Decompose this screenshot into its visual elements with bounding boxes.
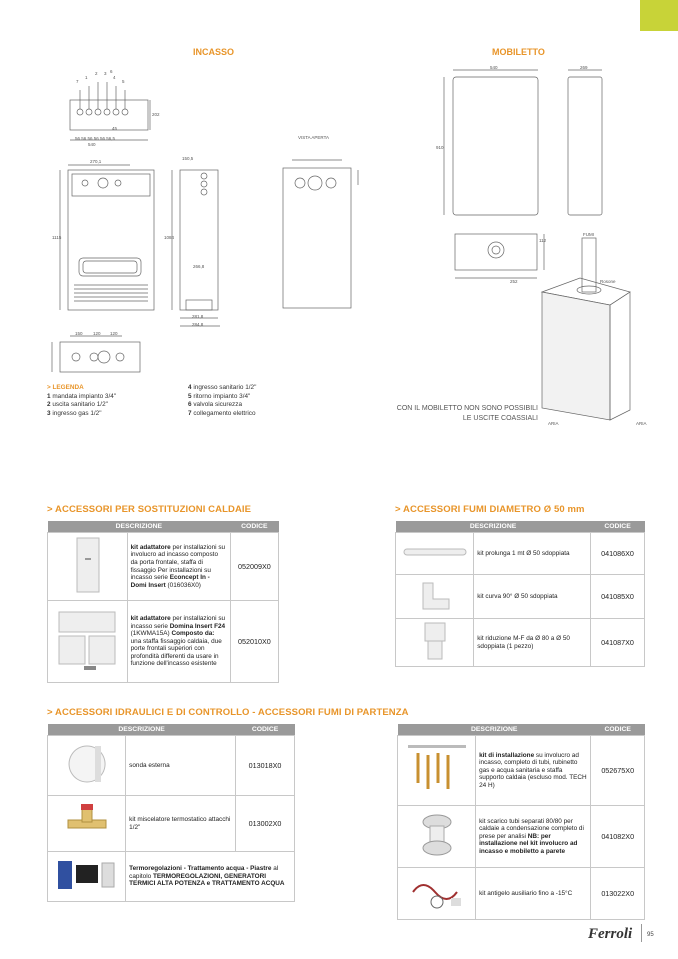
dim-120b: 120	[110, 331, 118, 336]
note-line-2: LE USCITE COASSIALI	[462, 415, 538, 422]
row-code: 041087X0	[591, 619, 645, 667]
dim-1084: 1084	[164, 235, 175, 240]
col-code: CODICE	[591, 521, 645, 533]
table-sostituzioni	[47, 521, 279, 683]
product-image-mixer	[48, 796, 126, 852]
row-code: 052009X0	[230, 533, 278, 601]
page-number: 95	[647, 932, 654, 938]
col-code: CODICE	[236, 724, 295, 736]
product-image-panels	[48, 601, 128, 683]
section-title-sostituzioni: > ACCESSORI PER SOSTITUZIONI CALDAIE	[47, 504, 252, 515]
row-description: sonda esterna	[126, 736, 236, 796]
legend-right	[188, 384, 328, 418]
dim-1505: 150,5	[182, 156, 194, 161]
table-row	[48, 796, 295, 852]
note-line-1: CON IL MOBILETTO NON SONO POSSIBILI	[396, 405, 538, 412]
product-image-install-kit	[398, 736, 476, 806]
rosone-label: Rosone	[600, 279, 616, 284]
table-fumi50	[395, 521, 645, 667]
row-code: 052010X0	[230, 601, 278, 683]
fumi-label: FUMI	[583, 232, 594, 237]
aria-label-right: ARIA	[636, 421, 647, 426]
row-description: kit curva 90° Ø 50 sdoppiata	[474, 575, 591, 619]
row-description: kit riduzione M-F da Ø 80 a Ø 50 sdoppiata (1 pezzo)	[474, 619, 591, 667]
row-code: 013002X0	[236, 796, 295, 852]
row-code: 041086X0	[591, 533, 645, 575]
marker-4: 4	[113, 75, 116, 80]
table-row	[398, 736, 645, 806]
marker-3: 3	[104, 71, 107, 76]
dim-2818: 281,8	[192, 314, 204, 319]
product-image-sensor	[48, 736, 126, 796]
row-description: kit di installazione su involucro ad incasso, completo di tubi, rubinetto gas e acqua sanitaria e staffa supporto caldaia (escluso mod. TECH 24 H)	[476, 736, 591, 806]
dim-202: 202	[152, 112, 160, 117]
row-description: kit antigelo ausiliario fino a -15°C	[476, 868, 591, 920]
aria-label-left: ARIA	[548, 421, 559, 426]
legend-title: > LEGENDA	[47, 384, 84, 391]
dim-2701: 270,1	[90, 159, 102, 164]
row-description: Termoregolazioni - Trattamento acqua - Piastre al capitolo TERMOREGOLAZIONI, GENERATORI TERMICI ALTA POTENZA e TRATTAMENTO ACQUA	[126, 852, 295, 902]
mobiletto-note	[390, 404, 538, 424]
table-row	[396, 575, 645, 619]
mobiletto-title: MOBILETTO	[492, 47, 545, 57]
row-code: 041085X0	[591, 575, 645, 619]
legend-item-5: 5 ritorno impianto 3/4"	[188, 392, 251, 400]
legend-item-2: 2 uscita sanitario 1/2"	[47, 401, 108, 409]
table-row	[48, 601, 279, 683]
product-image-elbow	[396, 575, 474, 619]
dim-540a: 540	[490, 65, 498, 70]
col-code: CODICE	[230, 521, 278, 533]
row-description: kit adattatore per installazioni su involucro ad incasso composto da porta frontale, staffa di fissaggio Per installazioni su incasso serie Econcept In - Domi Insert (016036X0)	[127, 533, 230, 601]
vista-aperta-label: VISTA APERTA	[298, 135, 330, 140]
dim-45: 45	[112, 126, 118, 131]
row-code: 013022X0	[591, 868, 645, 920]
marker-5: 5	[122, 79, 125, 84]
table-idraulici-left	[47, 724, 295, 902]
col-desc: DESCRIZIONE	[48, 521, 231, 533]
product-image-flue-kit	[398, 806, 476, 868]
brand-logo: Ferroli	[588, 926, 633, 942]
table-idraulici-right	[397, 724, 645, 920]
legend-item-3: 3 ingresso gas 1/2"	[47, 409, 102, 417]
dim-252: 252	[510, 279, 518, 284]
table-row	[48, 736, 295, 796]
section-title-idraulici: > ACCESSORI IDRAULICI E DI CONTROLLO - ACCESSORI FUMI DI PARTENZA	[47, 707, 409, 718]
dim-269: 269	[580, 65, 588, 70]
dim-strip: 56 56 56 56 56 56,5	[75, 136, 116, 141]
dim-910: 910	[436, 145, 444, 150]
row-description: kit scarico tubi separati 80/80 per caldaie a condensazione completo di prese per analisi NB: per installazione nel kit involucro ad incasso e mobiletto a parete	[476, 806, 591, 868]
table-row	[48, 852, 295, 902]
col-desc: DESCRIZIONE	[396, 521, 591, 533]
row-code: 041082X0	[591, 806, 645, 868]
dim-112: 112	[539, 238, 547, 243]
product-image-thermoregulation	[48, 852, 126, 902]
row-description: kit prolunga 1 mt Ø 50 sdoppiata	[474, 533, 591, 575]
table-row	[396, 533, 645, 575]
legend-item-4: 4 ingresso sanitario 1/2"	[188, 384, 257, 391]
table-row	[396, 619, 645, 667]
marker-2: 2	[95, 71, 98, 76]
table-row	[48, 533, 279, 601]
marker-1: 1	[85, 75, 88, 80]
table-row	[398, 868, 645, 920]
legend-item-6: 6 valvola sicurezza	[188, 401, 243, 409]
col-desc: DESCRIZIONE	[398, 724, 591, 736]
dim-2848: 284,8	[192, 322, 204, 327]
row-description: kit adattatore per installazioni su incasso serie Domina Insert F24 (1KWMA15A) Composto da: una staffa fissaggio caldaia, due porte frontali superiori con profondità differenti da usare in funzione dell'incasso esistente	[127, 601, 230, 683]
dim-540b: 540	[88, 142, 96, 147]
marker-6: 6	[110, 69, 113, 74]
product-image-antifreeze-kit	[398, 868, 476, 920]
product-image-door	[48, 533, 128, 601]
col-desc: DESCRIZIONE	[48, 724, 236, 736]
row-code: 013018X0	[236, 736, 295, 796]
marker-7: 7	[76, 79, 79, 84]
row-description: kit miscelatore termostatico attacchi 1/2"	[126, 796, 236, 852]
legend-item-7: 7 collegamento elettrico	[188, 409, 256, 417]
row-code: 052675X0	[591, 736, 645, 806]
footer-divider	[641, 924, 642, 942]
dim-2668: 266,8	[193, 264, 205, 269]
dim-1115: 1115	[52, 235, 62, 240]
legend-item-1: 1 mandata impianto 3/4"	[47, 392, 117, 400]
legend-left	[47, 384, 187, 418]
dim-120a: 120	[93, 331, 101, 336]
incasso-title: INCASSO	[193, 47, 235, 57]
product-image-reducer	[396, 619, 474, 667]
product-image-pipe	[396, 533, 474, 575]
section-title-fumi50: > ACCESSORI FUMI DIAMETRO Ø 50 mm	[395, 504, 585, 515]
dim-150: 150	[75, 331, 83, 336]
table-row	[398, 806, 645, 868]
col-code: CODICE	[591, 724, 645, 736]
